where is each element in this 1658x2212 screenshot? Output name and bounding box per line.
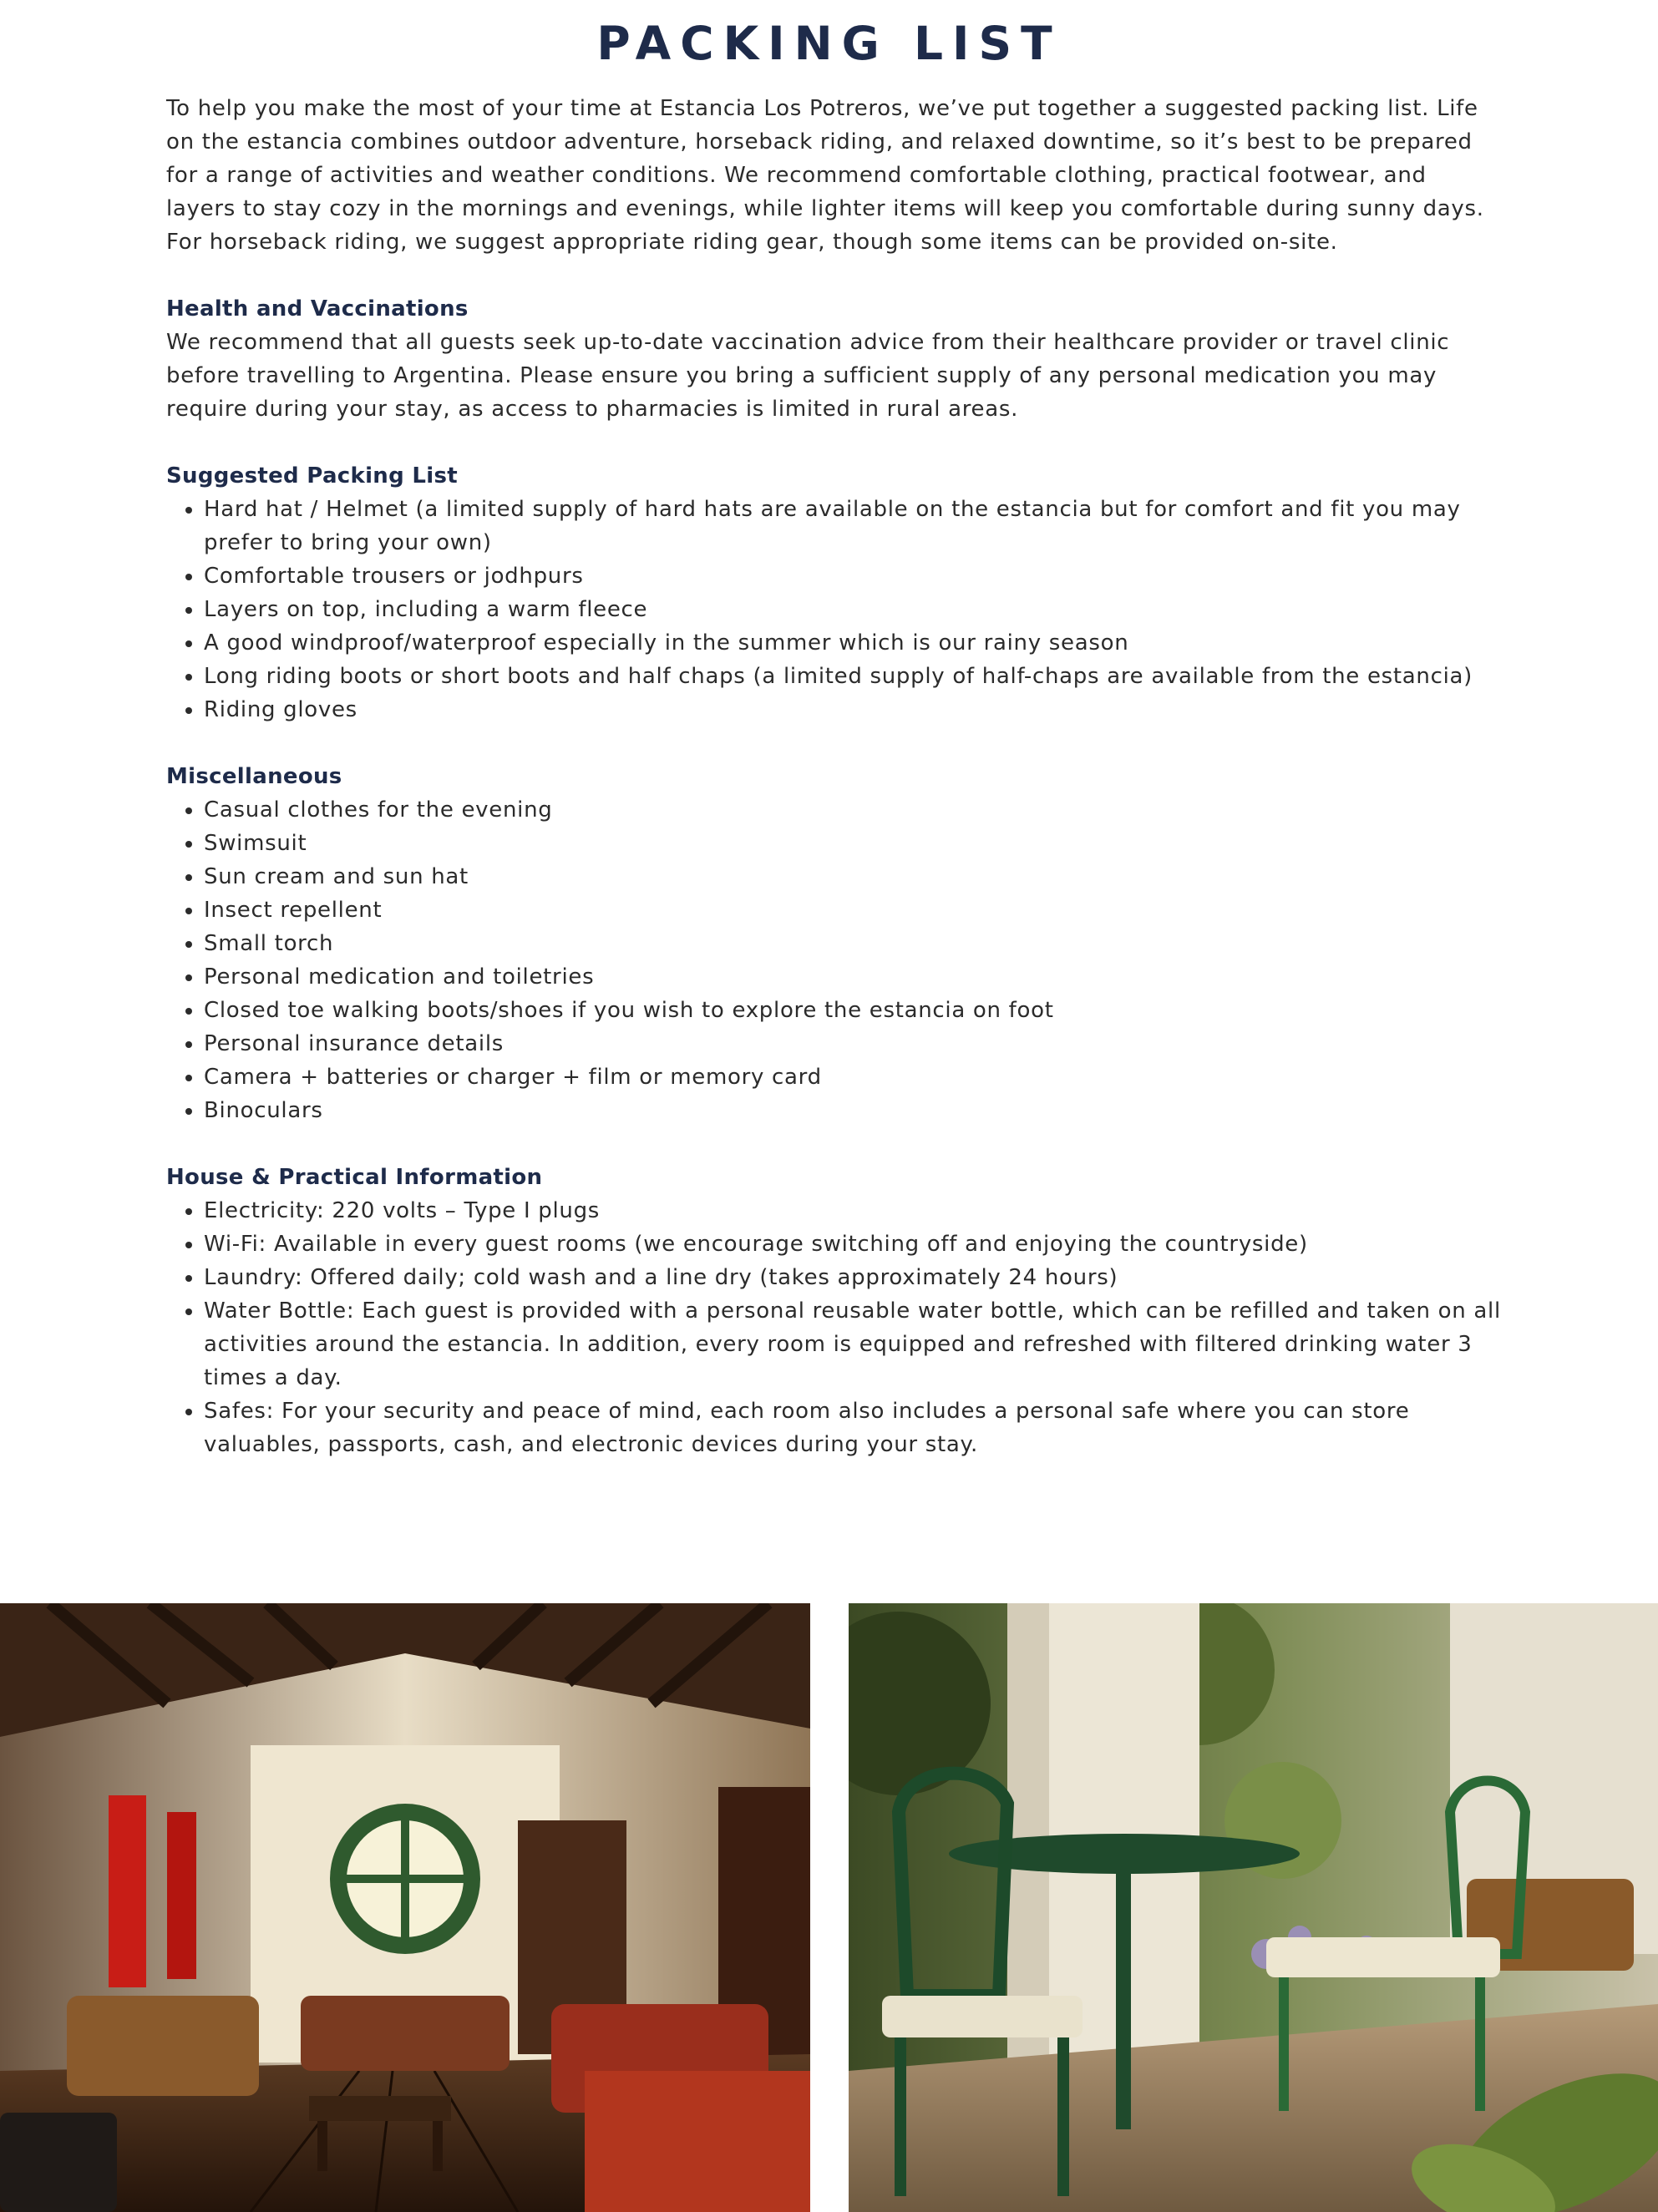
list-item: • Riding gloves bbox=[204, 693, 1503, 726]
list-item: • Personal medication and toiletries bbox=[204, 960, 1503, 994]
list-item: • Sun cream and sun hat bbox=[204, 860, 1503, 893]
misc-list bbox=[166, 793, 1503, 1127]
living-room-image bbox=[0, 1603, 810, 2212]
list-item: • Camera + batteries or charger + film or memory card bbox=[204, 1060, 1503, 1094]
health-paragraph: We recommend that all guests seek up-to-date vaccination advice from their healthcare provider or travel clinic before travelling to Argentina. Please ensure you bring a sufficient supply of any personal medication you may require during your stay, as access to pharmacies is limited in rural areas. bbox=[166, 330, 1450, 422]
list-item: • Small torch bbox=[204, 927, 1503, 960]
list-item: • Swimsuit bbox=[204, 827, 1503, 860]
packing-heading: Suggested Packing List bbox=[166, 463, 458, 488]
packing-list bbox=[166, 493, 1503, 726]
list-item: • Water Bottle: Each guest is provided with a personal reusable water bottle, which can be refilled and taken on all activities around the estancia. In addition, every room is equipped and refreshed with filtered drinking water 3 times a day. bbox=[204, 1294, 1503, 1395]
patio-photo bbox=[849, 1603, 1658, 2212]
house-heading: House & Practical Information bbox=[166, 1165, 543, 1190]
list-item: • Closed toe walking boots/shoes if you wish to explore the estancia on foot bbox=[204, 994, 1503, 1027]
health-heading: Health and Vaccinations bbox=[166, 296, 469, 321]
list-item: • Casual clothes for the evening bbox=[204, 793, 1503, 827]
list-item: • Comfortable trousers or jodhpurs bbox=[204, 559, 1503, 593]
house-list bbox=[166, 1194, 1503, 1461]
list-item: • Layers on top, including a warm fleece bbox=[204, 593, 1503, 626]
list-item: • Electricity: 220 volts – Type I plugs bbox=[204, 1194, 1503, 1227]
intro-paragraph: To help you make the most of your time at Estancia Los Potreros, we’ve put together a suggested packing list. Life on the estancia combines outdoor adventure, horseback riding, and relaxed downtime, so it’s best to be prepared for a range of activities and weather conditions. We recommend comfortable clothing, practical footwear, and layers to stay cozy in the mornings and evenings, while lighter items will keep you comfortable during sunny days. For horseback riding, we suggest appropriate riding gear, though some items can be provided on-site. bbox=[166, 96, 1484, 255]
list-item: • Hard hat / Helmet (a limited supply of hard hats are available on the estancia but for comfort and fit you may prefer to bring your own) bbox=[204, 493, 1503, 559]
patio-image bbox=[849, 1603, 1658, 2212]
living-room-photo bbox=[0, 1603, 810, 2212]
list-item: • Binoculars bbox=[204, 1094, 1503, 1127]
list-item: • Safes: For your security and peace of mind, each room also includes a personal safe where you can store valuables, passports, cash, and electronic devices during your stay. bbox=[204, 1395, 1503, 1461]
page-title: PACKING LIST bbox=[596, 17, 1062, 70]
misc-heading: Miscellaneous bbox=[166, 764, 342, 789]
list-item: • Insect repellent bbox=[204, 893, 1503, 927]
list-item: • A good windproof/waterproof especially in the summer which is our rainy season bbox=[204, 626, 1503, 660]
list-item: • Laundry: Offered daily; cold wash and a line dry (takes approximately 24 hours) bbox=[204, 1261, 1503, 1294]
document-body bbox=[166, 92, 1503, 1461]
list-item: • Personal insurance details bbox=[204, 1027, 1503, 1060]
list-item: • Long riding boots or short boots and half chaps (a limited supply of half-chaps are available from the estancia) bbox=[204, 660, 1503, 693]
list-item: • Wi-Fi: Available in every guest rooms (we encourage switching off and enjoying the countryside) bbox=[204, 1227, 1503, 1261]
